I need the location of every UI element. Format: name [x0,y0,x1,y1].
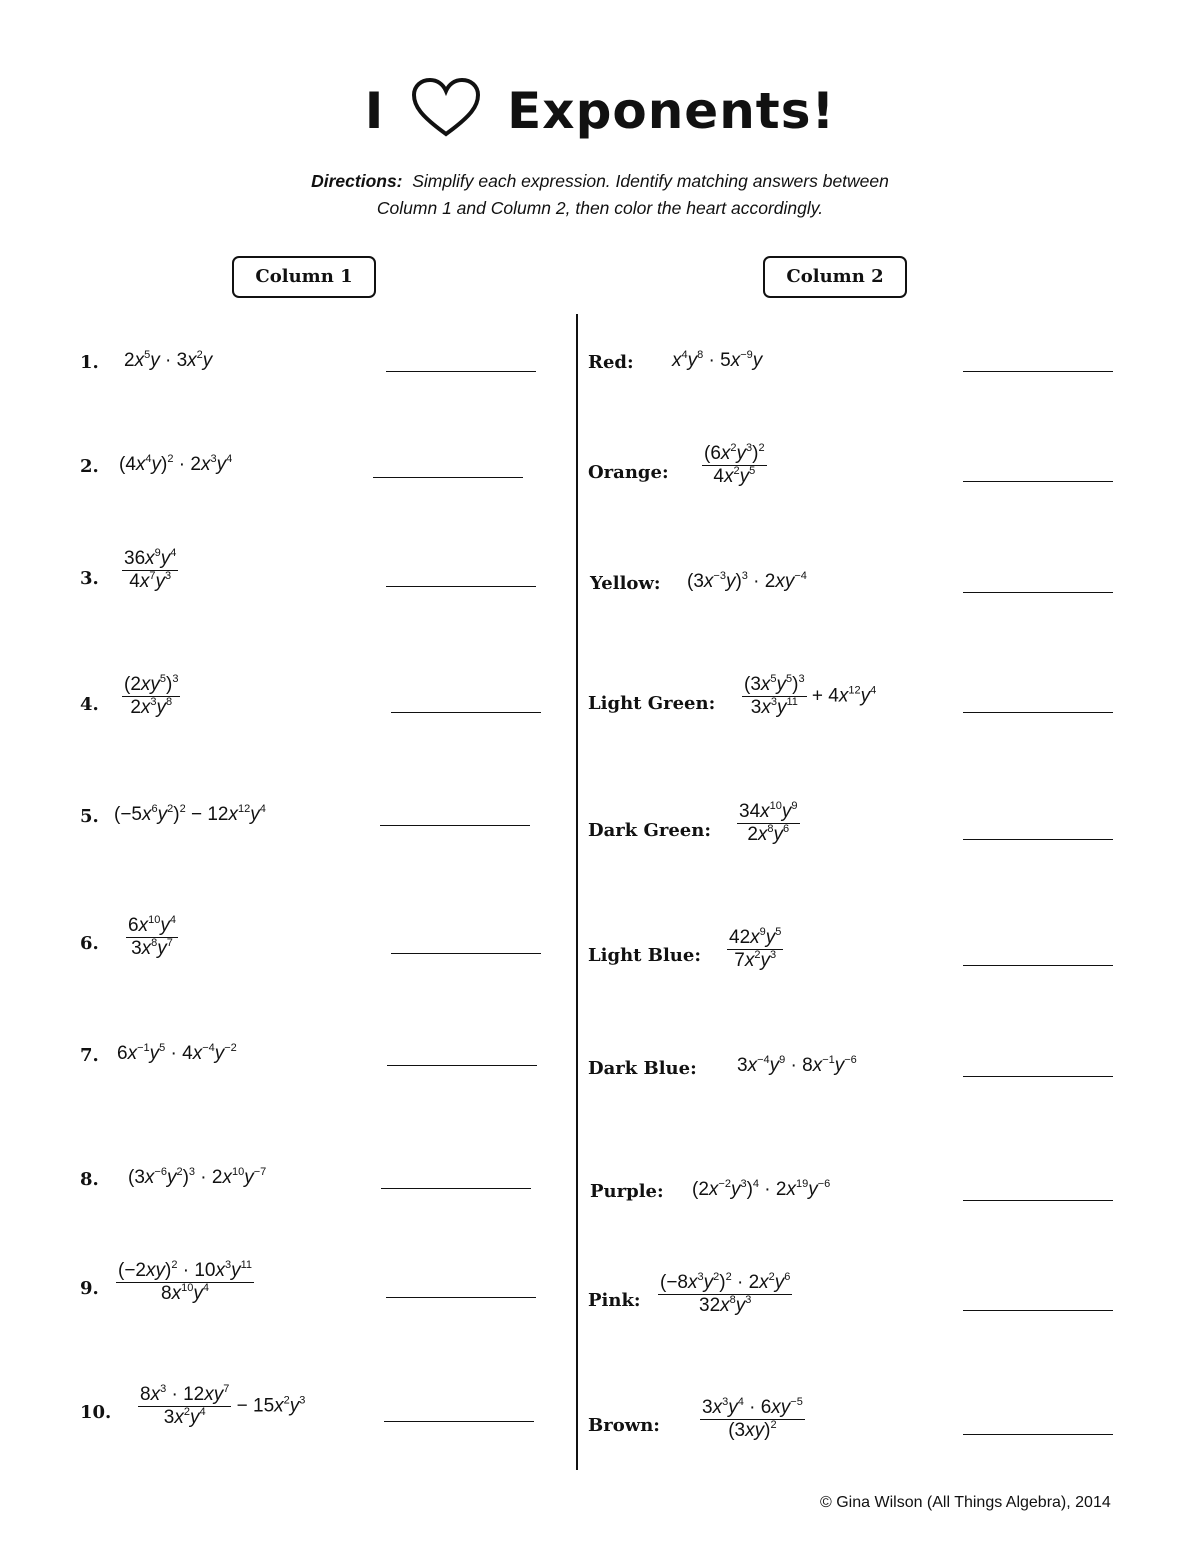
dark-blue-expression: $3x^{-4}y^9 \cdot 8x^{-1}y^{-6}$ [737,1054,857,1076]
answer-blank-purple[interactable] [963,1200,1113,1201]
answer-blank-10[interactable] [384,1421,534,1422]
answer-blank-orange[interactable] [963,481,1113,482]
purple-expression: $(2x^{-2}y^3)^4 \cdot 2x^{19}y^{-6}$ [692,1178,831,1200]
answer-blank-yellow[interactable] [963,592,1113,593]
color-label-red: Red: [588,352,634,373]
light-blue-expression: $\frac{42x^9y^5}{7x^2y^3}$ [729,926,782,971]
answer-blank-9[interactable] [386,1297,536,1298]
answer-blank-4[interactable] [391,712,541,713]
problem-number: 4. [80,694,99,715]
answer-blank-light-blue[interactable] [963,965,1113,966]
answer-blank-pink[interactable] [963,1310,1113,1311]
directions [0,168,1200,222]
problem-4-expression: $\frac{(2xy^5)^3}{2x^3y^8}$ [124,673,179,718]
answer-blank-5[interactable] [380,825,530,826]
directions-line1: Simplify each expression. Identify matching answers between [412,171,889,191]
problem-10-expression: $\frac{8x^3 \cdot 12xy^7}{3x^2y^4}$ − $15x^2y^3$ [140,1383,306,1428]
problem-number: 1. [80,352,99,373]
answer-blank-6[interactable] [391,953,541,954]
color-label-brown: Brown: [588,1415,660,1436]
problem-7-expression: $6x^{-1}y^5 \cdot 4x^{-4}y^{-2}$ [117,1042,237,1064]
problem-number: 10. [80,1402,112,1423]
directions-label: Directions: [311,171,403,191]
answer-blank-brown[interactable] [963,1434,1113,1435]
answer-blank-dark-blue[interactable] [963,1076,1113,1077]
color-label-yellow: Yellow: [590,573,661,594]
answer-blank-7[interactable] [387,1065,537,1066]
problem-number: 7. [80,1045,99,1066]
column-2-header: Column 2 [763,256,907,298]
brown-expression: $\frac{3x^3y^4 \cdot 6xy^{-5}}{(3xy)^2}$ [702,1396,803,1441]
light-green-expression: $\frac{(3x^5y^5)^3}{3x^3y^{11}}$ + $4x^{12}y^4$ [744,673,877,718]
color-label-light-green: Light Green: [588,693,716,714]
yellow-expression: $(3x^{-3}y)^3 \cdot 2xy^{-4}$ [687,570,807,592]
color-label-dark-blue: Dark Blue: [588,1058,697,1079]
problem-number: 9. [80,1278,99,1299]
answer-blank-light-green[interactable] [963,712,1113,713]
problem-9-expression: $\frac{(-2xy)^2 \cdot 10x^3y^{11}}{8x^{10}y^4}$ [118,1259,253,1304]
problem-3-expression: $\frac{36x^9y^4}{4x^7y^3}$ [124,547,177,592]
problem-number: 5. [80,806,99,827]
directions-line2: Column 1 and Column 2, then color the heart accordingly. [376,198,824,218]
answer-blank-1[interactable] [386,371,536,372]
problem-number: 3. [80,568,99,589]
color-label-pink: Pink: [588,1290,641,1311]
dark-green-expression: $\frac{34x^{10}y^9}{2x^8y^6}$ [739,800,798,845]
color-label-orange: Orange: [588,462,669,483]
problem-2-expression: $(4x^4y)^2 \cdot 2x^3y^4$ [119,453,233,475]
problem-1-expression: $2x^5y \cdot 3x^2y$ [124,349,213,371]
column-1-header: Column 1 [232,256,376,298]
answer-blank-3[interactable] [386,586,536,587]
copyright-footer: © Gina Wilson (All Things Algebra), 2014 [820,1494,1111,1511]
color-label-light-blue: Light Blue: [588,945,701,966]
title-right: Exponents! [507,82,836,140]
answer-blank-2[interactable] [373,477,523,478]
color-label-dark-green: Dark Green: [588,820,711,841]
column-divider [576,314,578,1470]
pink-expression: $\frac{(-8x^3y^2)^2 \cdot 2x^2y^6}{32x^8y^3}$ [660,1271,791,1316]
answer-blank-dark-green[interactable] [963,839,1113,840]
page-title [0,78,1200,140]
answer-blank-8[interactable] [381,1188,531,1189]
problem-number: 8. [80,1169,99,1190]
title-left: I [364,82,385,140]
heart-icon [411,78,481,138]
red-expression: $x^4y^8 \cdot 5x^{-9}y$ [672,349,763,371]
problem-8-expression: $(3x^{-6}y^2)^3 \cdot 2x^{10}y^{-7}$ [128,1166,267,1188]
problem-number: 2. [80,456,99,477]
color-label-purple: Purple: [590,1181,664,1202]
problem-number: 6. [80,933,99,954]
problem-6-expression: $\frac{6x^{10}y^4}{3x^8y^7}$ [128,914,176,959]
answer-blank-red[interactable] [963,371,1113,372]
orange-expression: $\frac{(6x^2y^3)^2}{4x^2y^5}$ [704,442,765,487]
problem-5-expression: $(-5x^6y^2)^2 - 12x^{12}y^4$ [114,803,266,825]
